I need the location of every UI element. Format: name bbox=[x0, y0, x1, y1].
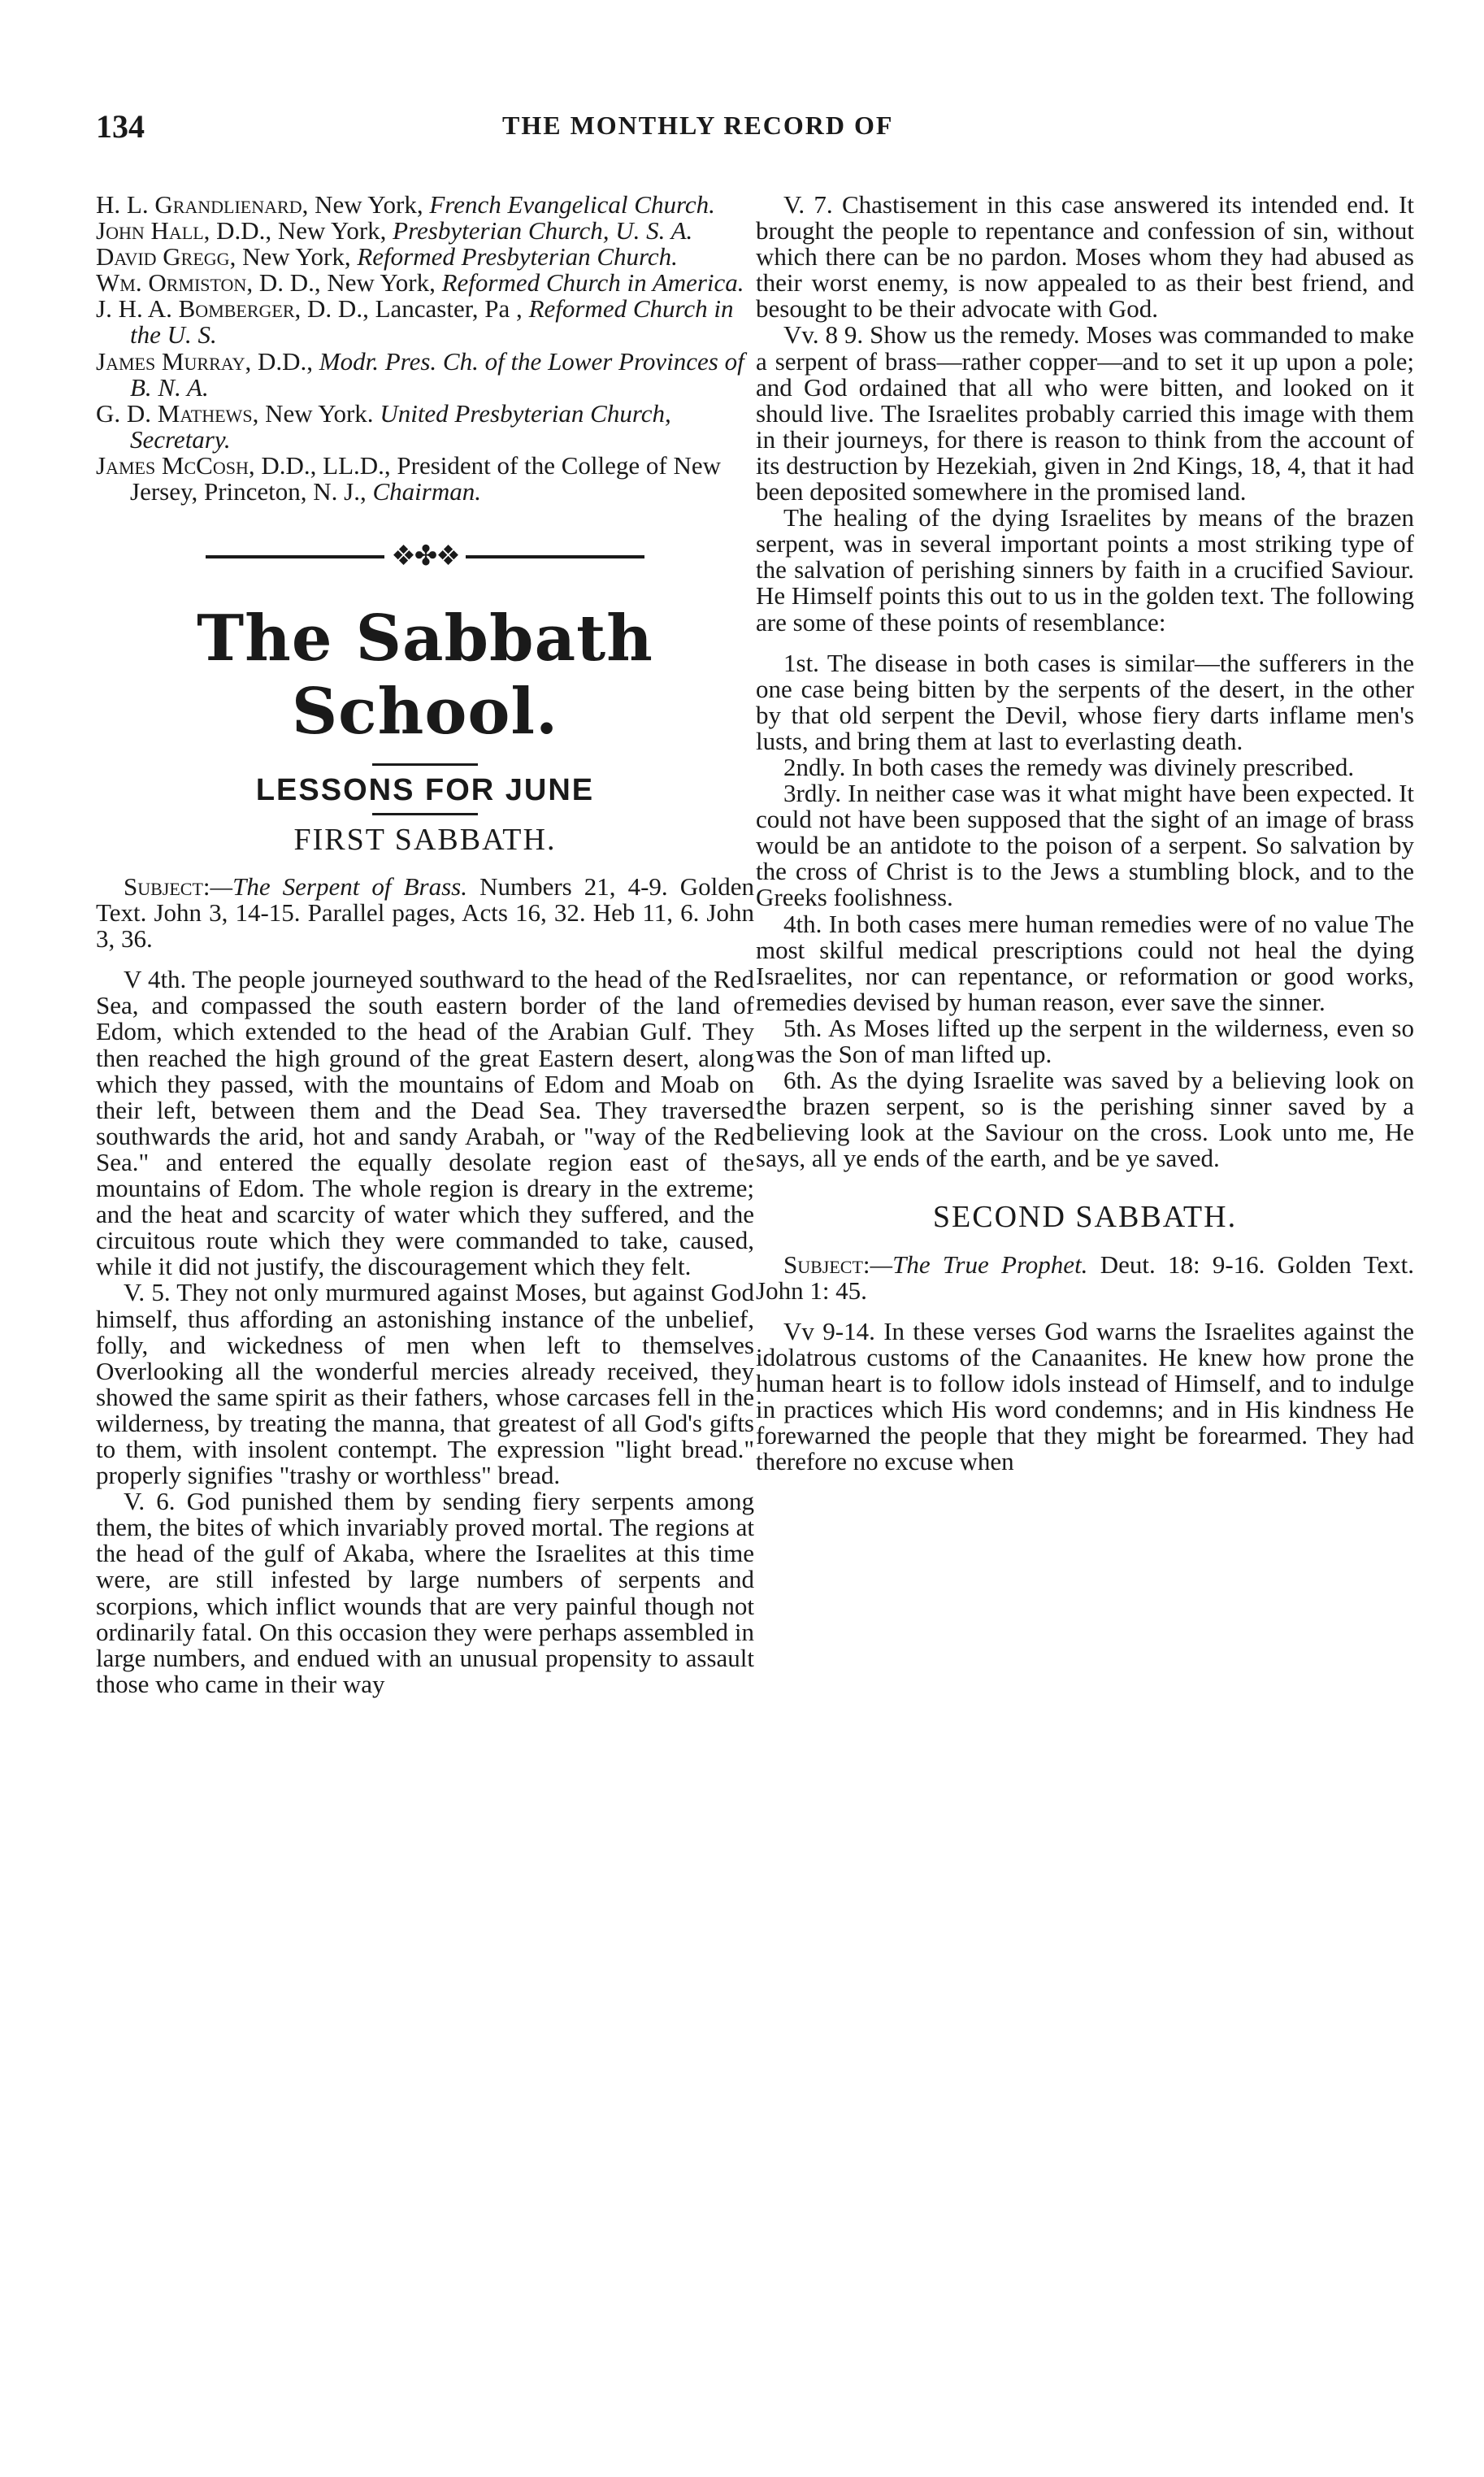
paragraph: V. 7. Chastisement in this case answered its intended end. It brought the people to repentance and confession of sin, without which there can be no pardon. Moses whom they had abused as their worst enemy, is now appealed to as their best friend, and besought to be their advocate with God. bbox=[756, 190, 1414, 324]
committee-entry: John Hall, D.D., New York, Presbyterian Church, U. S. A. bbox=[96, 216, 693, 246]
lessons-rule bbox=[372, 813, 478, 815]
divider-rule-right bbox=[466, 555, 644, 558]
paragraph: The healing of the dying Israelites by means of the brazen serpent, was in several important points a most striking type of the salvation of perishing sinners by faith in a crucified Saviour. He Himself points this out to us in the golden text. The following are some of these points of resemblance: bbox=[756, 503, 1414, 637]
title-rule bbox=[372, 763, 478, 766]
first-subject: Subject:—The Serpent of Brass. Numbers 21, 4-9. Golden Text. John 3, 14-15. Parallel pages, Acts 16, 32. Heb 11, 6. John 3, 36. bbox=[96, 872, 755, 954]
committee-list bbox=[96, 192, 754, 505]
committee-entry: J. H. A. Bomberger, D. D., Lancaster, Pa , Reformed Church in the U. S. bbox=[96, 294, 734, 350]
left-column bbox=[96, 192, 754, 1697]
divider-ornament-icon: ❖✤❖ bbox=[391, 541, 459, 571]
paragraph: V. 6. God punished them by sending fiery serpents among them, the bites of which invariably proved mortal. The regions at the head of the gulf of Akaba, where the Israelites at this time were, are still infested by large numbers of serpents and scorpions, which inflict wounds that are very painful though not ordinarily fatal. On this occasion they were perhaps assembled in large numbers, and endued with an unusual propensity to assault those who came in their way bbox=[96, 1487, 754, 1698]
committee-entry: James Murray, D.D., Modr. Pres. Ch. of the Lower Provinces of B. N. A. bbox=[96, 346, 744, 402]
right-column bbox=[756, 192, 1414, 1475]
committee-entry: Wm. Ormiston, D. D., New York, Reformed Church in America. bbox=[96, 268, 744, 298]
committee-entry: H. L. Grandlienard, New York, French Evangelical Church. bbox=[96, 190, 715, 219]
divider-rule-left bbox=[206, 555, 384, 558]
paragraph: 6th. As the dying Israelite was saved by a believing look on the brazen serpent, so is the perishing sinner saved by a believing look at the Saviour on the cross. Look unto me, He says, all ye ends of the earth, and be ye saved. bbox=[756, 1066, 1414, 1173]
committee-entry: G. D. Mathews, New York. United Presbyterian Church, Secretary. bbox=[96, 398, 671, 454]
running-head: THE MONTHLY RECORD OF bbox=[502, 111, 894, 140]
paragraph: V 4th. The people journeyed southward to the head of the Red Sea, and compassed the south eastern border of the land of Edom, which extended to the head of the Arabian Gulf. They then reached the high ground of the great Eastern desert, along which they passed, with the mountains of Edom and Moab on their left, between them and the Dead Sea. They traversed southwards the arid, hot and sandy Arabah, or "way of the Red Sea." and entered the equally desolate region east of the mountains of Edom. The whole region is dreary in the extreme; and the heat and scarcity of water which they suffered, and the circuitous route which they were commanded to take, caused, while it did not justify, the discouragement which they felt. bbox=[96, 965, 754, 1281]
second-subject: Subject:—The True Prophet. Deut. 18: 9-16. Golden Text. John 1: 45. bbox=[756, 1249, 1414, 1305]
paragraph: Vv. 8 9. Show us the remedy. Moses was commanded to make a serpent of brass—rather copper—and to set it up upon a pole; and God ordained that all who were bitten, and looked on it should live. The Israelites probably carried this image with them in their journeys, for there is reason to think from the account of its destruction by Hezekiah, given in 2nd Kings, 18, 4, that it had been deposited somewhere in the promised land. bbox=[756, 320, 1414, 506]
ornamental-divider bbox=[96, 541, 754, 570]
paragraph: Vv 9-14. In these verses God warns the Israelites against the idolatrous customs of the Canaanites. He knew how prone the human heart is to follow idols instead of Himself, and to indulge in practices which His word condemns; and in His kindness He forewarned the people that they might be forearmed. They had therefore no excuse when bbox=[756, 1316, 1414, 1476]
paragraph: 4th. In both cases mere human remedies were of no value The most skilful medical prescriptions could not heal the dying Israelites, nor can repentance, or reformation or good works, remedies devised by human reason, ever save the sinner. bbox=[756, 909, 1414, 1016]
paragraph: 3rdly. In neither case was it what might have been expected. It could not have been supposed that the sight of an image of brass would be an antidote to the poison of a serpent. So salvation by the cross of Christ is to the Jews a stumbling block, and to the Greeks foolishness. bbox=[756, 779, 1414, 912]
page-number: 134 bbox=[96, 108, 145, 145]
second-sabbath-heading: SECOND SABBATH. bbox=[932, 1200, 1238, 1235]
committee-entry: David Gregg, New York, Reformed Presbyterian Church. bbox=[96, 242, 678, 272]
first-sabbath-heading: FIRST SABBATH. bbox=[293, 822, 557, 857]
lessons-heading: LESSONS FOR JUNE bbox=[255, 772, 595, 807]
paragraph: 5th. As Moses lifted up the serpent in the wilderness, even so was the Son of man lifted up. bbox=[756, 1013, 1414, 1068]
page-header bbox=[96, 107, 1429, 156]
paragraph: 2ndly. In both cases the remedy was divinely prescribed. bbox=[783, 752, 1355, 781]
committee-entry: James McCosh, D.D., LL.D., President of the College of New Jersey, Princeton, N. J., Chairman. bbox=[96, 450, 722, 506]
paragraph: 1st. The disease in both cases is similar—the sufferers in the one case being bitten by the serpents of the desert, in the other by that old serpent the Devil, whose fiery darts inflame men's lusts, and bring them at last to everlasting death. bbox=[756, 648, 1414, 755]
section-title: The Sabbath School. bbox=[197, 601, 653, 749]
paragraph: V. 5. They not only murmured against Moses, but against God himself, thus affording an astonishing instance of the unbelief, folly, and wickedness of men when left to themselves Overlooking all the wonderful mercies already received, they showed the same spirit as their fathers, whose carcases fell in the wilderness, by treating the manna, that greatest of all God's gifts to them, with insolent contempt. The expression "light bread." properly signifies "trashy or worthless" bread. bbox=[96, 1278, 754, 1490]
